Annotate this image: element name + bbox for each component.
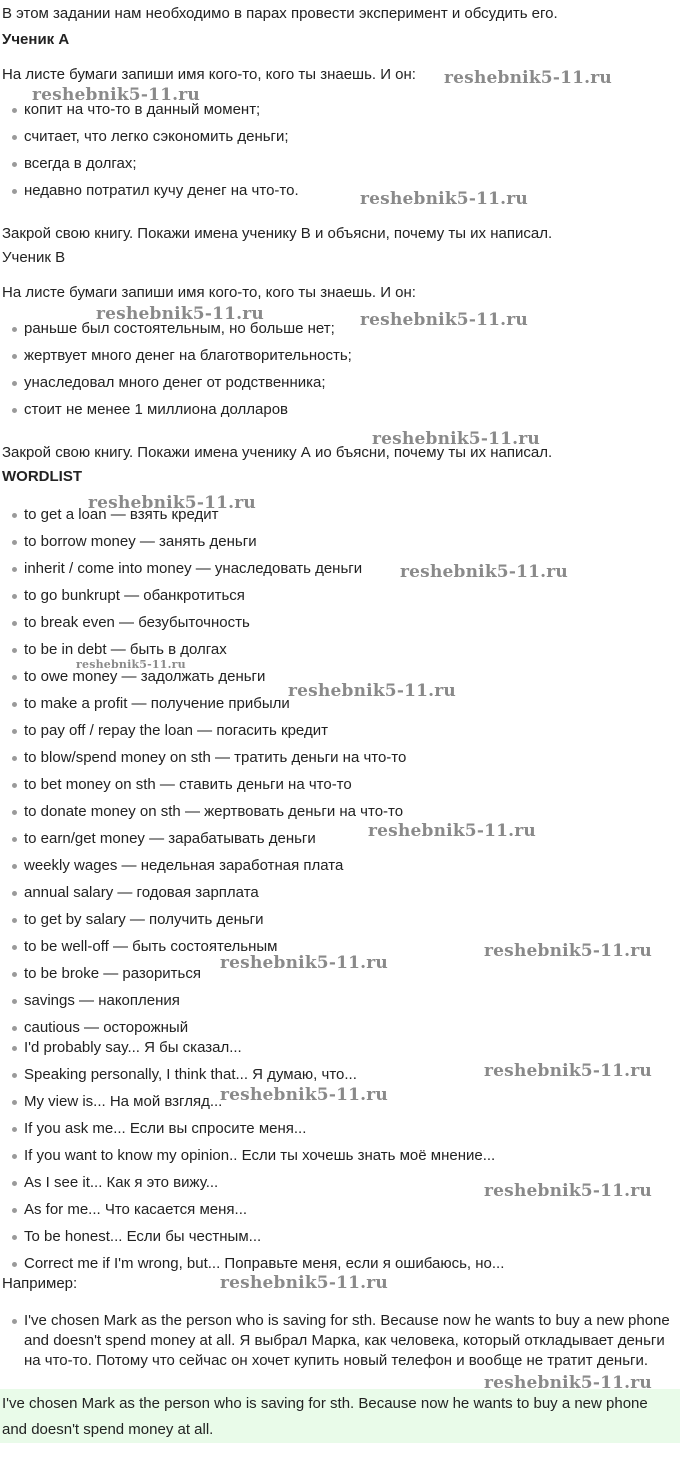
- watermark-logo: reshebnik5-11.ru: [400, 562, 568, 582]
- student-a-closing: Закрой свою книгу. Покажи имена ученику В и объясни, почему ты их написал.: [2, 225, 553, 242]
- list-item: копит на что-то в данный момент;: [0, 99, 676, 126]
- example-list-item: [0, 1311, 678, 1371]
- watermark-logo: reshebnik5-11.ru: [368, 821, 536, 841]
- list-item: inherit / come into money — унаследовать деньги: [0, 558, 676, 585]
- watermark-logo: reshebnik5-11.ru: [484, 1061, 652, 1081]
- student-b-heading: Ученик В: [2, 249, 66, 266]
- watermark-logo: reshebnik5-11.ru: [360, 310, 528, 330]
- wordlist-heading: WORDLIST: [2, 468, 82, 485]
- list-item: унаследовал много денег от родственника;: [0, 372, 676, 399]
- wordlist-list: [0, 504, 676, 1280]
- bullet-icon: [12, 1181, 17, 1186]
- list-item: Speaking personally, I think that... Я думаю, что...: [0, 1064, 676, 1091]
- bullet-icon: [12, 567, 17, 572]
- watermark-logo: reshebnik5-11.ru: [484, 1373, 652, 1393]
- bullet-icon: [12, 408, 17, 413]
- bullet-icon: [12, 594, 17, 599]
- list-item: I'd probably say... Я бы сказал...: [0, 1037, 676, 1064]
- list-item: cautious — осторожный: [0, 1017, 676, 1037]
- bullet-icon: [12, 513, 17, 518]
- list-item: раньше был состоятельным, но больше нет;: [0, 318, 676, 345]
- watermark-logo: reshebnik5-11.ru: [372, 429, 540, 449]
- bullet-icon: [12, 1073, 17, 1078]
- bullet-icon: [12, 135, 17, 140]
- bullet-icon: [12, 1208, 17, 1213]
- bullet-icon: [12, 108, 17, 113]
- list-item: to owe money — задолжать деньги: [0, 666, 676, 693]
- watermark-logo: reshebnik5-11.ru: [76, 658, 186, 671]
- bullet-icon: [12, 540, 17, 545]
- list-item: to go bunkrupt — обанкротиться: [0, 585, 676, 612]
- list-item: To be honest... Если бы честным...: [0, 1226, 676, 1253]
- bullet-icon: [12, 354, 17, 359]
- watermark-logo: reshebnik5-11.ru: [484, 941, 652, 961]
- list-item: savings — накопления: [0, 990, 676, 1017]
- bullet-icon: [12, 918, 17, 923]
- bullet-icon: [12, 837, 17, 842]
- list-item: As I see it... Как я это вижу...: [0, 1172, 676, 1199]
- bullet-icon: [12, 783, 17, 788]
- bullet-icon: [12, 729, 17, 734]
- list-item: to get a loan — взять кредит: [0, 504, 676, 531]
- bullet-icon: [12, 864, 17, 869]
- list-item: всегда в долгах;: [0, 153, 676, 180]
- bullet-icon: [12, 702, 17, 707]
- watermark-logo: reshebnik5-11.ru: [360, 189, 528, 209]
- watermark-logo: reshebnik5-11.ru: [220, 1273, 388, 1293]
- bullet-icon: [12, 648, 17, 653]
- watermark-logo: reshebnik5-11.ru: [484, 1181, 652, 1201]
- list-item: Correct me if I'm wrong, but... Поправьте меня, если я ошибаюсь, но...: [0, 1253, 676, 1280]
- list-item: to pay off / repay the loan — погасить кредит: [0, 720, 676, 747]
- list-item: to earn/get money — зарабатывать деньги: [0, 828, 676, 855]
- list-item: to get by salary — получить деньги: [0, 909, 676, 936]
- student-a-list: [0, 99, 676, 207]
- bullet-icon: [12, 1127, 17, 1132]
- bullet-icon: [12, 1046, 17, 1051]
- list-item: считает, что легко сэкономить деньги;: [0, 126, 676, 153]
- bullet-icon: [12, 1262, 17, 1267]
- bullet-icon: [12, 189, 17, 194]
- list-item: to blow/spend money on sth — тратить деньги на что-то: [0, 747, 676, 774]
- list-item: to break even — безубыточность: [0, 612, 676, 639]
- list-item: стоит не менее 1 миллиона долларов: [0, 399, 676, 426]
- example-text: I've chosen Mark as the person who is saving for sth. Because now he wants to buy a new phone and doesn't spend money at all. Я выбрал Марка, как человека, который откладывает деньги на что-то. Потому что сейчас он хочет купить новый телефон и вообще не тратит деньги.: [24, 1312, 670, 1369]
- example-highlight: [0, 1389, 680, 1443]
- bullet-icon: [12, 675, 17, 680]
- bullet-icon: [12, 891, 17, 896]
- list-item: My view is... На мой взгляд...: [0, 1091, 676, 1118]
- bullet-icon: [12, 1026, 17, 1031]
- list-item: annual salary — годовая зарплата: [0, 882, 676, 909]
- list-item: to borrow money — занять деньги: [0, 531, 676, 558]
- bullet-icon: [12, 972, 17, 977]
- intro-text: В этом задании нам необходимо в парах провести эксперимент и обсудить его.: [2, 5, 558, 22]
- list-item: to be well-off — быть состоятельным: [0, 936, 676, 963]
- student-a-prompt: На листе бумаги запиши имя кого-то, кого ты знаешь. И он:: [2, 66, 416, 83]
- student-b-closing: Закрой свою книгу. Покажи имена ученику А ио бъясни, почему ты их написал.: [2, 444, 553, 461]
- bullet-icon: [12, 327, 17, 332]
- list-item: to bet money on sth — ставить деньги на что-то: [0, 774, 676, 801]
- student-b-list: [0, 318, 676, 426]
- watermark-logo: reshebnik5-11.ru: [220, 953, 388, 973]
- student-b-prompt: На листе бумаги запиши имя кого-то, кого ты знаешь. И он:: [2, 284, 416, 301]
- list-item: to be broke — разориться: [0, 963, 676, 990]
- bullet-icon: [12, 621, 17, 626]
- list-item: weekly wages — недельная заработная плата: [0, 855, 676, 882]
- bullet-icon: [12, 162, 17, 167]
- example-highlight-text: I've chosen Mark as the person who is saving for sth. Because now he wants to buy a new phone and doesn't spend money at all.: [2, 1395, 648, 1438]
- student-a-heading: Ученик А: [2, 31, 70, 48]
- bullet-icon: [12, 945, 17, 950]
- watermark-logo: reshebnik5-11.ru: [88, 493, 256, 513]
- list-item: недавно потратил кучу денег на что-то.: [0, 180, 676, 207]
- bullet-icon: [12, 810, 17, 815]
- list-item: to donate money on sth — жертвовать деньги на что-то: [0, 801, 676, 828]
- bullet-icon: [12, 1235, 17, 1240]
- list-item: to make a profit — получение прибыли: [0, 693, 676, 720]
- list-item: As for me... Что касается меня...: [0, 1199, 676, 1226]
- bullet-icon: [12, 381, 17, 386]
- bullet-icon: [12, 1100, 17, 1105]
- list-item: to be in debt — быть в долгах: [0, 639, 676, 666]
- bullet-icon: [12, 1154, 17, 1159]
- bullet-icon: [12, 1319, 17, 1324]
- watermark-logo: reshebnik5-11.ru: [288, 681, 456, 701]
- watermark-logo: reshebnik5-11.ru: [96, 304, 264, 324]
- bullet-icon: [12, 999, 17, 1004]
- list-item: If you ask me... Если вы спросите меня...: [0, 1118, 676, 1145]
- watermark-logo: reshebnik5-11.ru: [32, 85, 200, 105]
- list-item: If you want to know my opinion.. Если ты хочешь знать моё мнение...: [0, 1145, 676, 1172]
- example-heading: Например:: [2, 1275, 78, 1292]
- bullet-icon: [12, 756, 17, 761]
- watermark-logo: reshebnik5-11.ru: [220, 1085, 388, 1105]
- list-item: жертвует много денег на благотворительность;: [0, 345, 676, 372]
- watermark-logo: reshebnik5-11.ru: [444, 68, 612, 88]
